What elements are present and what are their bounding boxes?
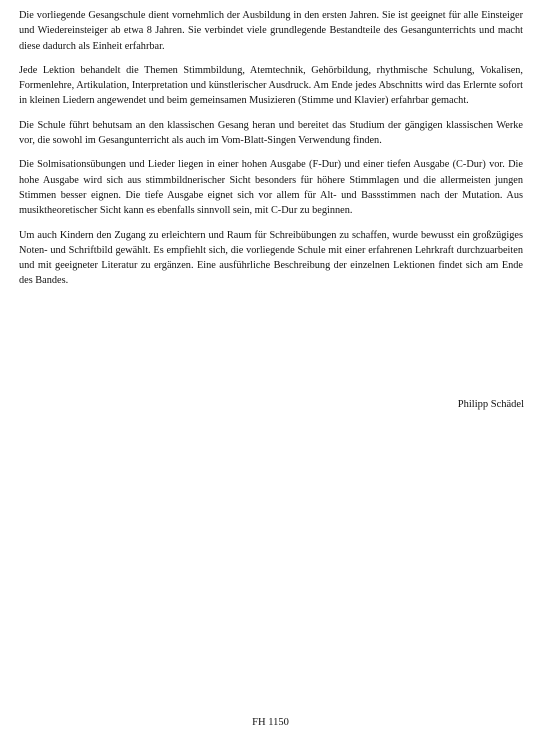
paragraph-intro: Die vorliegende Gesangschule dient vornehmlich der Ausbildung in den ersten Jahren. Sie ist geeignet für alle Einsteiger und Wiedereinsteiger ab etwa 8 Jahren. Sie verbindet viele grundlegende Bestandteile des Gesangunterrichts und macht diese dadurch als Einheit erfahrbar.	[19, 10, 523, 52]
body-text	[19, 8, 523, 298]
paragraph-classical: Die Schule führt behutsam an den klassischen Gesang heran und bereitet das Studium der gängigen klassischen Werke vor, die sowohl im Gesangunterricht als auch im Vom-Blatt-Singen Verwendung finden.	[19, 119, 523, 147]
page-footer: FH 1150	[252, 717, 289, 728]
paragraph-editions: Die Solmisationsübungen und Lieder liegen in einer hohen Ausgabe (F-Dur) und einer tiefen Ausgabe (C-Dur) vor. Die hohe Ausgabe wird sich aus stimmbildnerischer Sicht besonders für höhere Stimmlagen und die allermeisten jungen Stimmen besser eignen. Die tiefe Ausgabe eignet sich vor allem für Alt- und Bassstimmen nach der Mutation. Aus musiktheoretischer Sicht kann es ebenfalls sinnvoll sein, mit C-Dur zu beginnen.	[19, 159, 523, 217]
author-signature: Philipp Schädel	[457, 399, 524, 410]
paragraph-lessons: Jede Lektion behandelt die Themen Stimmbildung, Atemtechnik, Gehörbildung, rhythmische Schulung, Vokalisen, Formenlehre, Artikulation, Interpretation und künstlerischer Ausdruck. Am Ende jedes Abschnitts wird das Erlernte sofort in kleinen Liedern angewendet und beim gemeinsamen Musizieren (Stimme und Klavier) erfahrbar gemacht.	[19, 64, 523, 107]
paragraph-layout: Um auch Kindern den Zugang zu erleichtern und Raum für Schreibübungen zu schaffen, wurde bewusst ein großzügiges Noten- und Schriftbild gewählt. Es empfiehlt sich, die vorliegende Schule mit einer erfahrenen Lehrkraft durchzuarbeiten und mit geeigneter Literatur zu ergänzen. Eine ausführliche Beschreibung der einzelnen Lektionen findet sich am Ende des Bandes.	[19, 229, 523, 287]
